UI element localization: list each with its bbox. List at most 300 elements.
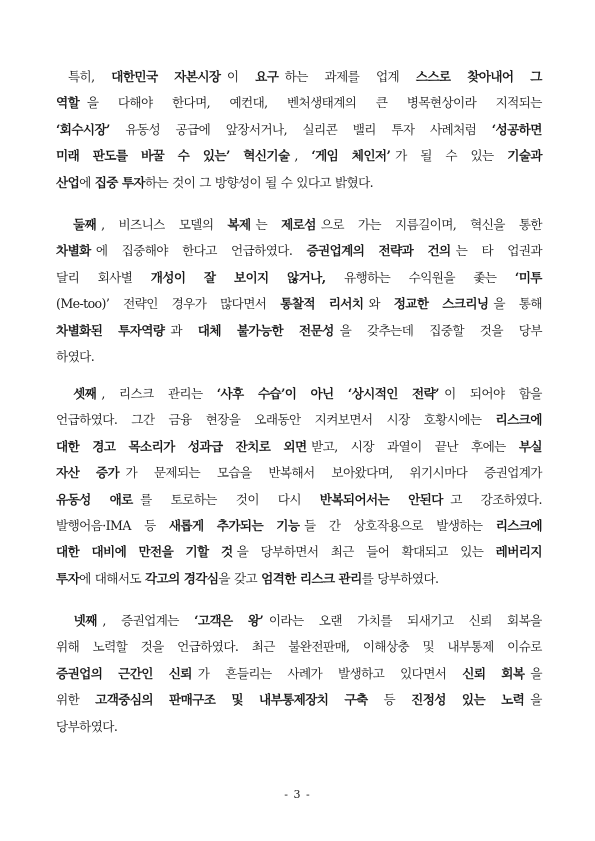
word-gap [342, 434, 346, 460]
word-gap [320, 513, 324, 539]
bold-text: 리서치 [328, 296, 364, 312]
bold-text: 안된다 [408, 491, 443, 507]
text: 과열이 [386, 438, 422, 454]
text-line [56, 714, 542, 740]
text: 통해 [518, 296, 542, 312]
word-gap [193, 265, 197, 291]
bold-text: 리스크에 [495, 517, 542, 533]
bold-text: 대비에 [91, 544, 127, 560]
text: 벤처생태계의 [286, 95, 357, 111]
bold-text: 혁신기술 [243, 148, 290, 164]
text: 사례처럼 [429, 121, 477, 137]
text-line [56, 170, 542, 196]
text: 등 [383, 692, 396, 708]
text-line [56, 487, 542, 513]
bold-text: 통찰적 [280, 296, 315, 312]
text: 금융 [168, 412, 192, 428]
text: 것을 [140, 639, 164, 655]
bold-text: 차별화된 [56, 322, 103, 338]
text: 많다면서 [220, 296, 267, 312]
bold-text: ‘성공하면 [491, 121, 542, 137]
word-gap [197, 407, 201, 433]
word-gap [345, 513, 349, 539]
text: 신뢰 [468, 613, 492, 628]
text: 발생하는 [436, 517, 483, 533]
bold-text: 정교한 [393, 296, 429, 312]
word-gap [510, 381, 514, 407]
word-gap [452, 661, 456, 687]
text: 당부하면서 [260, 544, 319, 560]
text-line [56, 566, 542, 592]
word-gap [398, 608, 402, 634]
text: 등 [144, 517, 156, 533]
word-gap [218, 90, 222, 116]
paragraph-fourth-customer-trust [56, 608, 542, 740]
paragraph-first-special-capital-market [56, 64, 542, 196]
bold-text: ‘회수시장’ [56, 121, 110, 137]
word-gap [386, 212, 390, 238]
word-gap [452, 687, 456, 713]
bold-text: 전략’ [412, 386, 439, 401]
text: 있는 [470, 148, 494, 164]
text [56, 608, 68, 634]
word-gap [390, 661, 394, 687]
bold-text: 리스크에 [495, 412, 542, 428]
word-gap [354, 634, 358, 660]
word-gap [323, 539, 327, 565]
bold-text: 진정성 [411, 692, 446, 708]
word-gap [163, 291, 167, 317]
bold-text: 대체 [197, 322, 221, 338]
word-gap [159, 487, 163, 513]
text: 받고, [311, 438, 338, 454]
text: 하였다. [56, 348, 95, 364]
word-gap [461, 212, 465, 238]
word-gap [487, 539, 491, 565]
text: 을 [86, 95, 99, 111]
bold-text: 스크리닝 [442, 296, 489, 312]
text: 에 [95, 243, 108, 259]
text: 회복을 [507, 613, 542, 628]
text: 리스크 [118, 386, 154, 401]
text: 오래동안 [254, 412, 301, 428]
bold-text: 잘 [203, 269, 216, 285]
word-gap [462, 434, 466, 460]
bold-text: 증가 [95, 465, 120, 481]
word-gap [382, 117, 386, 143]
bold-text: 신뢰 [168, 665, 192, 681]
paragraph-second-differentiation [56, 212, 542, 370]
text: 을 [339, 322, 352, 338]
text: 당부하였다. [377, 570, 439, 586]
text: , [101, 217, 105, 232]
text: 토로하는 [170, 491, 217, 507]
bold-text: 새롭게 [168, 517, 204, 533]
text: 특히, [56, 69, 95, 84]
text: 간 [328, 517, 341, 533]
text: 있다고 [296, 174, 331, 190]
bold-text: 역할 [56, 95, 80, 111]
text-line [56, 634, 542, 660]
text: 되어야 [469, 386, 505, 401]
word-gap [403, 381, 407, 407]
text: 공급에 [175, 121, 211, 137]
word-gap [116, 117, 120, 143]
text: , [102, 613, 106, 628]
word-gap [393, 539, 397, 565]
word-gap [509, 318, 513, 344]
word-gap [227, 434, 231, 460]
word-gap [497, 608, 501, 634]
bold-text: 복제 [227, 217, 251, 232]
text: 을 [530, 692, 542, 708]
word-gap [306, 407, 310, 433]
text: 회사별 [97, 269, 133, 285]
text: 시장 [350, 438, 374, 454]
text: 업권과 [507, 243, 542, 259]
word-gap [177, 539, 181, 565]
word-gap [397, 265, 401, 291]
bold-text: 자산 [56, 465, 80, 481]
word-gap [169, 143, 173, 169]
word-gap [223, 265, 227, 291]
bold-text: 스스로 [415, 69, 451, 84]
word-gap [289, 318, 293, 344]
bold-text: 만전을 [138, 544, 174, 560]
text: 강조하였다. [480, 491, 542, 507]
text: 방향성이 [214, 174, 262, 190]
word-gap [159, 661, 163, 687]
word-gap [364, 90, 368, 116]
word-gap [252, 539, 256, 565]
word-gap [334, 687, 338, 713]
word-gap [369, 238, 373, 264]
text: 한다고 [182, 243, 217, 259]
text: 유행하는 [343, 269, 391, 285]
text: 가는 [357, 217, 381, 232]
bold-text: 관리 [338, 570, 362, 586]
bold-text: 전략과 [378, 243, 414, 259]
word-gap [349, 212, 353, 238]
bold-text: 것 [220, 544, 233, 560]
word-gap [159, 381, 163, 407]
text: 실리콘 [302, 121, 338, 137]
text: 있는 [460, 544, 484, 560]
bold-text: 제로섬 [281, 217, 316, 232]
word-gap [159, 407, 163, 433]
bold-text: 기할 [185, 544, 209, 560]
word-gap [135, 513, 139, 539]
word-gap [308, 487, 312, 513]
word-gap [208, 381, 212, 407]
bold-text: 추가되는 [216, 517, 264, 533]
text: 것이 [172, 174, 196, 190]
word-gap [415, 407, 419, 433]
text: 가 [197, 665, 210, 681]
text: 와 [368, 296, 380, 312]
text: 오랜 [318, 613, 342, 628]
bold-text: 있는 [461, 692, 486, 708]
text: 다시 [277, 491, 301, 507]
word-gap [414, 634, 418, 660]
text: 가치를 [357, 613, 392, 628]
text: (Me-too)’ [56, 296, 110, 312]
word-gap [170, 212, 174, 238]
bold-text: 부실 [518, 438, 542, 454]
word-gap [461, 381, 465, 407]
word-gap [343, 117, 347, 143]
text: , [101, 386, 105, 401]
word-gap [277, 661, 281, 687]
word-gap [108, 318, 112, 344]
text: 업계 [375, 69, 400, 84]
text: 를 [361, 570, 374, 586]
text: 발행어음·IMA [56, 517, 131, 533]
word-gap [314, 64, 318, 90]
bold-text: 셋째 [73, 386, 97, 401]
text: 다해야 [117, 95, 153, 111]
word-gap [245, 64, 249, 90]
word-gap [258, 460, 262, 486]
bold-text: 전문성 [298, 322, 334, 338]
bold-text: 증권업계의 [306, 243, 365, 259]
text: 반복해서 [268, 465, 315, 481]
text: 되새기고 [407, 613, 454, 628]
word-gap [222, 238, 226, 264]
bold-text: 미래 [56, 148, 80, 164]
text: 끝난 [434, 438, 458, 454]
bold-text: 반복되어서는 [319, 491, 390, 507]
word-gap [249, 687, 253, 713]
text: 갖추는데 [367, 322, 414, 338]
text: 에 [79, 570, 91, 586]
text: 하는 [145, 174, 169, 190]
word-gap [510, 212, 514, 238]
text-line [56, 117, 542, 143]
bold-text: 회복 [501, 665, 525, 681]
text-line [56, 318, 542, 344]
word-gap [377, 407, 381, 433]
word-gap [378, 434, 382, 460]
bold-text: 및 [231, 692, 243, 708]
word-gap [221, 687, 225, 713]
word-gap [113, 238, 117, 264]
text: 들 [304, 517, 316, 533]
text: 위해 [56, 639, 80, 655]
bold-text: 목소리가 [128, 438, 175, 454]
text: 가 [125, 465, 138, 481]
bold-text: 판도를 [92, 148, 128, 164]
word-gap [227, 318, 231, 344]
text: 를 [140, 491, 152, 507]
word-gap [168, 634, 172, 660]
text: 사례가 [287, 665, 323, 681]
text: 증권업계가 [484, 465, 542, 481]
text: 불완전판매, [288, 639, 350, 655]
word-gap [166, 117, 170, 143]
text: 문제되는 [153, 465, 201, 481]
bold-text: 신뢰 [462, 665, 486, 681]
bold-text: 있는’ [202, 148, 230, 164]
bold-text: 넷째 [73, 613, 97, 628]
bold-text: 근간인 [118, 665, 153, 681]
word-gap [301, 381, 305, 407]
text-line [56, 143, 542, 169]
word-gap [510, 291, 514, 317]
bold-text: 바꿀 [140, 148, 165, 164]
bold-text: 내부통제장치 [258, 692, 329, 708]
word-gap [491, 661, 495, 687]
word-gap [179, 434, 183, 460]
text: 있다면서 [400, 665, 447, 681]
text: 시장 [386, 412, 410, 428]
word-gap [439, 634, 443, 660]
text: 이슈로 [507, 639, 542, 655]
word-gap [84, 434, 88, 460]
word-gap [472, 238, 476, 264]
word-gap [343, 143, 347, 169]
word-gap [457, 64, 461, 90]
word-gap [224, 487, 228, 513]
text: 모습을 [216, 465, 252, 481]
bold-text: 체인저’ [351, 148, 391, 164]
word-gap [218, 212, 222, 238]
text-line [56, 212, 542, 238]
bold-text: 수 [177, 148, 190, 164]
word-gap [188, 318, 192, 344]
word-gap [266, 487, 270, 513]
text: 그 [199, 174, 211, 190]
text-line [56, 90, 542, 116]
word-gap [348, 608, 352, 634]
bold-text: 자본시장 [174, 69, 221, 84]
bold-text: 고객중심의 [95, 692, 153, 708]
text-line [56, 513, 542, 539]
word-gap [268, 513, 272, 539]
text-line [56, 407, 542, 433]
word-gap [491, 687, 495, 713]
bold-text: 보이지 [233, 269, 269, 285]
word-gap [366, 64, 370, 90]
bold-text: 기술과 [507, 148, 542, 164]
word-gap [84, 634, 88, 660]
word-gap [243, 634, 247, 660]
text: 에 [79, 174, 91, 190]
bold-text: 경각심 [183, 570, 219, 586]
text: 집중할 [429, 322, 464, 338]
bold-text: 각고의 [144, 570, 180, 586]
text: 비즈니스 [118, 217, 165, 232]
word-gap [106, 90, 110, 116]
text: 으로 [320, 217, 344, 232]
word-gap [320, 291, 324, 317]
text: 언급하였다. [177, 639, 239, 655]
text: 것을 [479, 322, 503, 338]
text-line [56, 265, 542, 291]
text-line [56, 661, 542, 687]
word-gap [132, 634, 136, 660]
word-gap [339, 381, 343, 407]
word-gap [108, 661, 112, 687]
word-gap [238, 608, 242, 634]
text: 타 [481, 243, 494, 259]
word-gap [111, 608, 115, 634]
text: 관리는 [167, 386, 203, 401]
word-gap [459, 608, 463, 634]
word-gap [122, 407, 126, 433]
word-gap [159, 687, 163, 713]
word-gap [208, 513, 212, 539]
text: 갖고 [233, 570, 258, 586]
text-line [56, 64, 542, 90]
word-gap [206, 460, 210, 486]
text: 위기시마다 [409, 465, 468, 481]
word-gap [498, 238, 502, 264]
text: 을 [236, 544, 249, 560]
bold-text: 차별화 [56, 243, 91, 259]
word-gap [194, 143, 198, 169]
bold-text: ‘미투 [514, 269, 542, 285]
text: 투자 [391, 121, 415, 137]
word-gap [83, 539, 87, 565]
text: 당부하였다. [56, 718, 118, 734]
text: 내부통제 [447, 639, 494, 655]
word-gap [484, 90, 488, 116]
word-gap [395, 90, 399, 116]
bold-text: 불가능한 [236, 322, 284, 338]
text: 이 [226, 69, 239, 84]
word-gap [276, 265, 280, 291]
word-gap [160, 513, 164, 539]
word-gap [98, 487, 102, 513]
text: 지름길이며, [394, 217, 457, 232]
word-gap [397, 487, 401, 513]
text: 예컨대, [229, 95, 268, 111]
word-gap [482, 117, 486, 143]
text: 들어 [366, 544, 390, 560]
word-gap [114, 291, 118, 317]
bold-text: 왕’ [247, 613, 264, 628]
word-gap [358, 539, 362, 565]
bold-text: 판매구조 [169, 692, 216, 708]
word-gap [452, 539, 456, 565]
word-gap [249, 381, 253, 407]
bold-text: ‘상시적인 [347, 386, 398, 401]
text: 앞장서거나, [225, 121, 287, 137]
word-gap [173, 238, 177, 264]
text: 집중해야 [121, 243, 168, 259]
text: 당부 [518, 322, 542, 338]
word-gap [213, 539, 217, 565]
text: 후에는 [471, 438, 506, 454]
word-gap [426, 434, 430, 460]
text: 최근 [330, 544, 354, 560]
word-gap [245, 407, 249, 433]
text: 보아왔다며, [331, 465, 393, 481]
text: 수 [445, 148, 457, 164]
text: 발생하고 [337, 665, 385, 681]
text: 것이 [235, 491, 259, 507]
bold-text: 잔치로 [235, 438, 271, 454]
word-gap [385, 291, 389, 317]
bold-text: 투자역량 [118, 322, 165, 338]
text-line [56, 687, 542, 713]
bold-text: 성과급 [187, 438, 223, 454]
word-gap [411, 143, 415, 169]
text: 및 [422, 639, 435, 655]
bold-text: 경고 [92, 438, 116, 454]
text: 달리 [56, 269, 80, 285]
